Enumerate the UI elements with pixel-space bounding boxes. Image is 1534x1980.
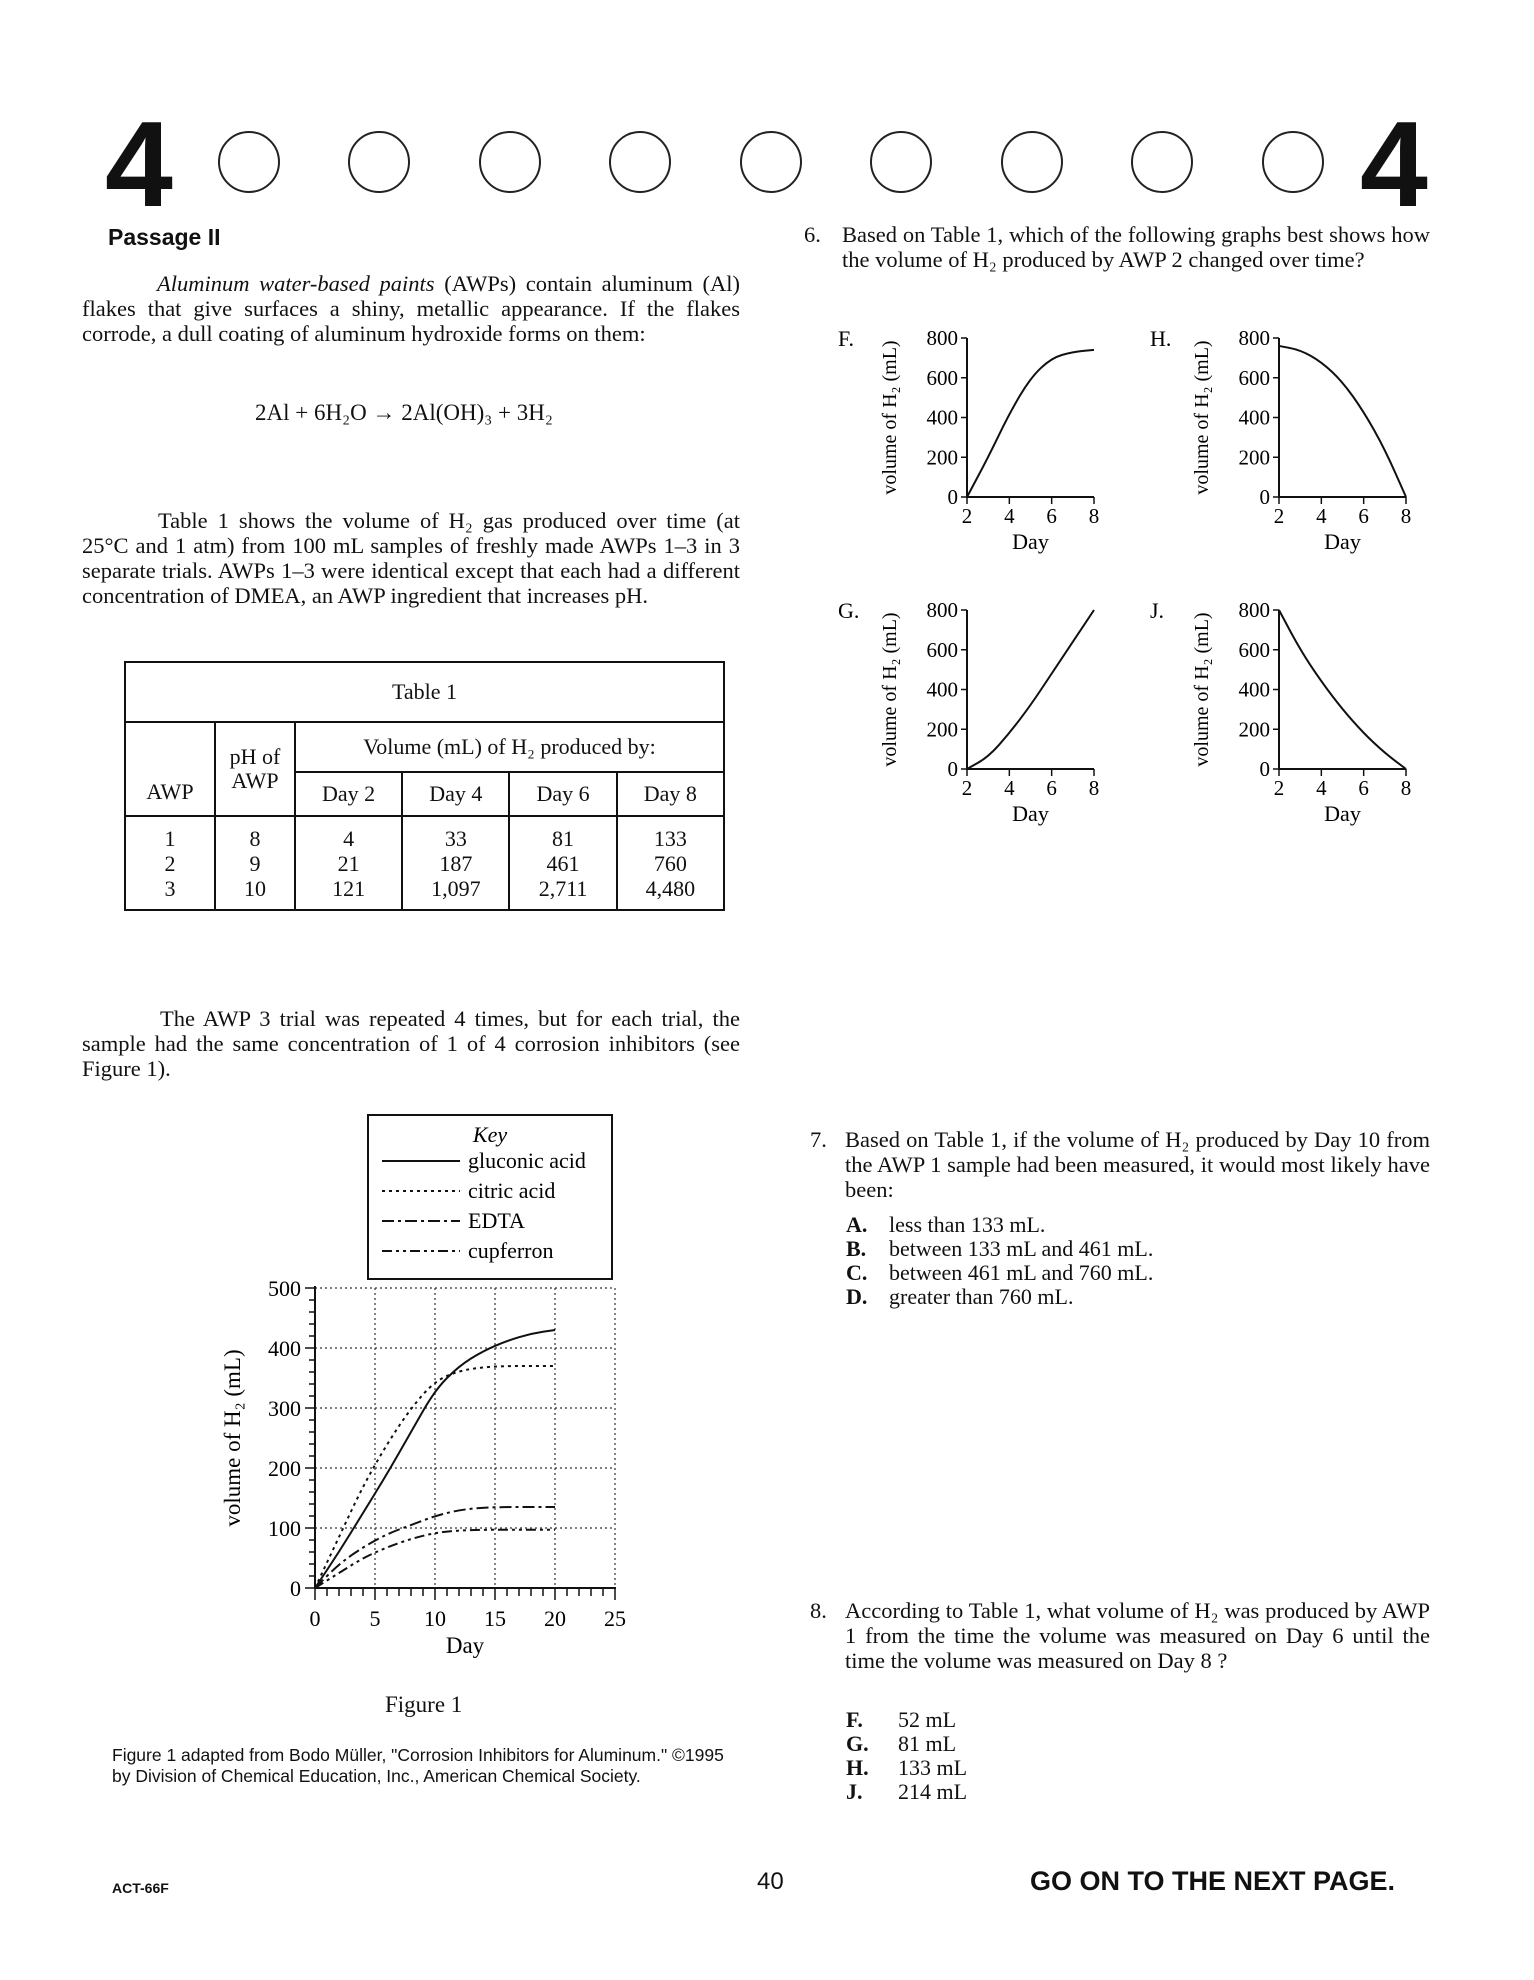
question-8-number: 8. [810,1598,827,1623]
header-circle [218,131,280,193]
x-tick-label: 6 [1046,504,1057,528]
y-tick-label: 500 [268,1276,301,1301]
y-axis-label: volume of H₂ (mL) [879,612,901,767]
question-6-number: 6. [804,222,821,247]
y-tick-label: 400 [268,1336,301,1361]
col-header-day: Day 4 [402,772,509,816]
legend-title: Key [472,1122,508,1147]
choice[interactable]: B. between 133 mL and 461 mL. [846,1236,1154,1261]
data-curve [1279,610,1406,769]
section-number-left: 4 [105,96,173,232]
cell-day6: 81 461 2,711 [509,816,616,910]
x-tick-label: 2 [1273,504,1285,528]
y-tick-label: 400 [926,405,958,430]
x-tick-label: 8 [1088,776,1100,800]
answer-graph-j[interactable] [1150,594,1430,834]
y-tick-label: 200 [1238,445,1270,470]
y-tick-label: 600 [926,637,958,662]
next-page-notice: GO ON TO THE NEXT PAGE. [1030,1866,1396,1896]
x-tick-label: 0 [309,1606,321,1631]
x-tick-label: 8 [1088,504,1100,528]
x-tick-label: 5 [369,1606,381,1631]
header-circle [1262,131,1324,193]
choice[interactable]: F. 52 mL [846,1707,957,1732]
y-tick-label: 800 [1238,598,1270,622]
choice[interactable]: C. between 461 mL and 760 mL. [846,1260,1154,1285]
col-header-day: Day 6 [509,772,616,816]
y-tick-label: 0 [947,485,958,509]
choice[interactable]: A. less than 133 mL. [846,1212,1046,1237]
x-tick-label: 2 [961,776,973,800]
footer-code: ACT-66F [112,1880,169,1896]
x-axis-label: Day [1012,801,1049,826]
y-tick-label: 400 [1238,677,1270,702]
y-tick-label: 600 [1238,637,1270,662]
chart-legend [368,1115,612,1279]
y-axis-label: volume of H₂ (mL) [1191,340,1213,495]
choice[interactable]: J. 214 mL [846,1779,968,1804]
header-circle [1001,131,1063,193]
question-8-choices [846,1708,967,1804]
legend-entry: EDTA [468,1208,525,1233]
legend-entry: gluconic acid [468,1148,586,1173]
x-tick-label: 4 [1004,504,1015,528]
option-letter: F. [838,326,854,351]
x-tick-label: 2 [1273,776,1285,800]
x-tick-label: 6 [1358,776,1369,800]
question-7-choices [846,1213,1153,1309]
passage-intro: Aluminum water-based paints (AWPs) contain aluminum (Al) flakes that give surfaces a shiny, metallic appearance. If the flakes corrode, a dull coating of aluminum hydroxide forms on them: [82,271,740,346]
x-tick-label: 6 [1046,776,1057,800]
answer-graph-h[interactable] [1150,322,1430,562]
table-title: Table 1 [125,662,724,722]
question-6-text: Based on Table 1, which of the following graphs best shows how the volume of H₂ produced by AWP 2 changed over time? [842,222,1430,272]
col-header-awp: AWP [125,722,215,816]
cell-day8: 133 760 4,480 [617,816,724,910]
answer-graph-g[interactable] [838,594,1118,834]
x-tick-label: 4 [1004,776,1015,800]
data-curve [1279,346,1406,497]
y-tick-label: 800 [926,598,958,622]
header-circle [479,131,541,193]
header-circle [609,131,671,193]
figure-1-chart [210,1105,650,1665]
figure-caption: Figure 1 [385,1692,463,1717]
y-tick-label: 200 [926,717,958,742]
y-tick-label: 200 [1238,717,1270,742]
header-circle [348,131,410,193]
x-axis-label: Day [1324,801,1361,826]
question-7-text: Based on Table 1, if the volume of H₂ produced by Day 10 from the AWP 1 sample had been measured, it would most likely have been: [845,1127,1430,1202]
x-tick-label: 2 [961,504,973,528]
y-axis-label: volume of H₂ (mL) [879,340,901,495]
y-tick-label: 100 [268,1516,301,1541]
y-tick-label: 0 [947,757,958,781]
x-axis-label: Day [445,1633,485,1658]
col-header-day: Day 2 [295,772,402,816]
table-1 [124,661,725,911]
passage-title: Passage II [108,224,221,250]
y-axis-label: volume of H₂ (mL) [1191,612,1213,767]
choice[interactable]: G. 81 mL [846,1731,957,1756]
legend-entry: citric acid [468,1178,556,1203]
y-tick-label: 400 [1238,405,1270,430]
x-tick-label: 10 [424,1606,446,1631]
legend-entry: cupferron [468,1238,554,1263]
y-tick-label: 0 [1259,485,1270,509]
y-tick-label: 0 [1259,757,1270,781]
x-tick-label: 6 [1358,504,1369,528]
chart-grid [315,1288,615,1588]
col-header-volume: Volume (mL) of H₂ produced by: [295,722,724,772]
choice[interactable]: H. 133 mL [846,1755,968,1780]
x-tick-label: 8 [1400,776,1412,800]
col-header-ph: pH of AWP [215,722,295,816]
y-tick-label: 200 [926,445,958,470]
section-number-right: 4 [1360,96,1428,232]
answer-graph-f[interactable] [838,322,1118,562]
option-letter: H. [1150,326,1172,351]
y-tick-label: 600 [1238,365,1270,390]
header-circle [740,131,802,193]
y-tick-label: 400 [926,677,958,702]
x-axis-label: Day [1324,529,1361,554]
x-tick-label: 20 [544,1606,566,1631]
chart-axes [305,1286,616,1600]
passage-paragraph-2: Table 1 shows the volume of H₂ gas produced over time (at 25°C and 1 atm) from 100 mL samples of freshly made AWPs 1–3 in 3 separate trials. AWPs 1–3 were identical except that each had a different concentration of DMEA, an AWP ingredient that increases pH. [82,508,740,608]
col-header-day: Day 8 [617,772,724,816]
choice[interactable]: D. greater than 760 mL. [846,1284,1074,1309]
cell-day2: 4 21 121 [295,816,402,910]
data-curve [967,350,1094,497]
question-7-number: 7. [810,1127,827,1152]
passage-paragraph-3: The AWP 3 trial was repeated 4 times, but for each trial, the sample had the same concentration of 1 of 4 corrosion inhibitors (see Figure 1). [82,1006,740,1081]
y-tick-label: 600 [926,365,958,390]
x-tick-label: 25 [604,1606,626,1631]
figure-credit: Figure 1 adapted from Bodo Müller, "Corrosion Inhibitors for Aluminum." ©1995 by Division of Chemical Education, Inc., American Chemical Society. [112,1745,724,1786]
cell-ph: 8 9 10 [215,816,295,910]
y-tick-label: 300 [268,1396,301,1421]
y-tick-label: 0 [290,1576,301,1601]
header-circle [1131,131,1193,193]
x-tick-label: 15 [484,1606,506,1631]
cell-day4: 33 187 1,097 [402,816,509,910]
x-tick-label: 8 [1400,504,1412,528]
option-letter: J. [1150,598,1165,623]
cell-awp: 1 2 3 [125,816,215,910]
data-curve [967,610,1094,769]
x-axis-label: Day [1012,529,1049,554]
question-8-text: According to Table 1, what volume of H₂ was produced by AWP 1 from the time the volume was measured on Day 6 until the time the volume was measured on Day 8 ? [845,1598,1430,1673]
y-tick-label: 800 [1238,326,1270,350]
header-circle [870,131,932,193]
x-tick-label: 4 [1316,776,1327,800]
option-letter: G. [838,598,860,623]
reaction-equation: 2Al + 6H₂O → 2Al(OH)₃ + 3H₂ [255,400,553,425]
page-number: 40 [757,1868,784,1895]
y-tick-label: 800 [926,326,958,350]
x-tick-label: 4 [1316,504,1327,528]
y-axis-label: volume of H₂ (mL) [220,1349,245,1527]
y-tick-label: 200 [268,1456,301,1481]
